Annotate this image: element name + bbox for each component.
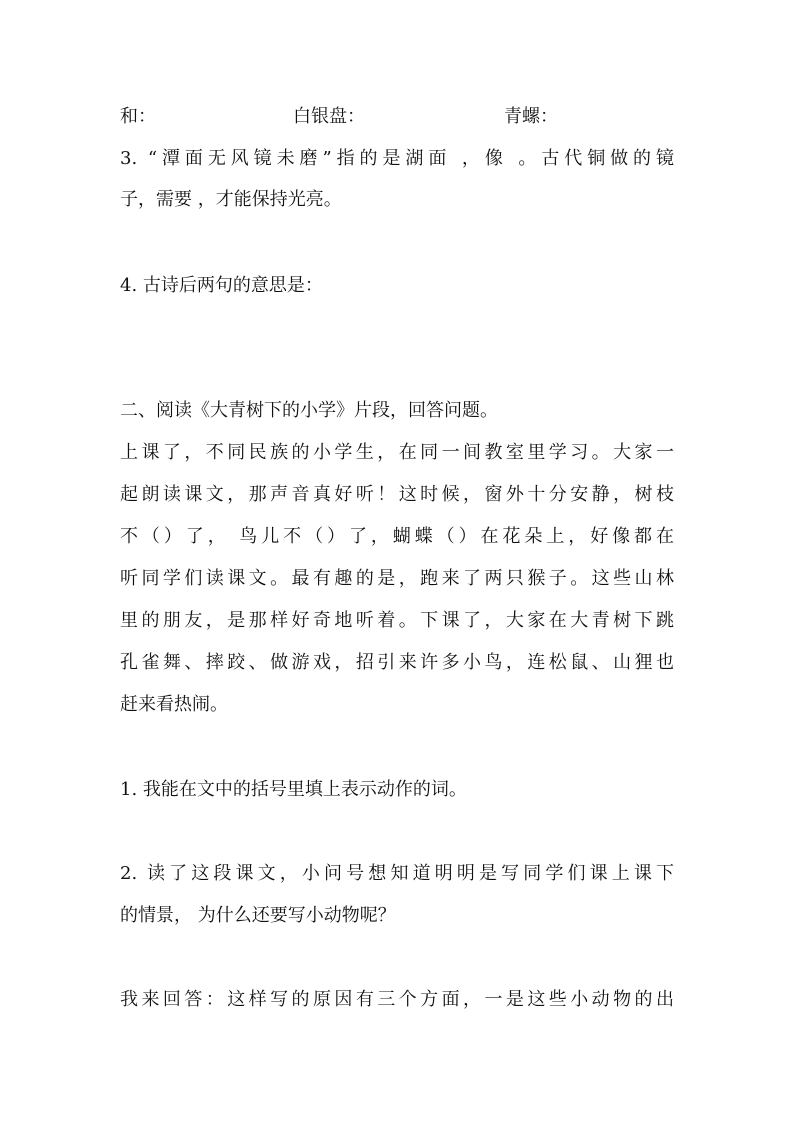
reading-question-2-line-1: 2. 读了这段课文，小问号想知道明明是写同学们课上课下 [120,863,674,884]
passage-line-3: 不（）了， 鸟儿不（）了，蝴蝶（）在花朵上，好像都在 [120,526,674,547]
passage-line-7: 赶来看热闹。 [120,694,228,715]
poem-term-line [120,101,674,133]
section-2-heading: 二、阅读《大青树下的小学》片段，回答问题。 [120,400,498,421]
passage-line-2: 起朗读课文，那声音真好听！这时候，窗外十分安静，树枝 [120,484,674,505]
term-he: 和： [120,106,156,127]
term-qingluo: 青螺： [504,106,558,127]
passage-line-5: 里的朋友，是那样好奇地听着。下课了，大家在大青树下跳 [120,610,674,631]
question-4: 4. 古诗后两句的意思是： [120,275,323,296]
term-baiyinpan: 白银盘： [293,106,365,127]
passage-line-6: 孔雀舞、摔跤、做游戏，招引来许多小鸟，连松鼠、山狸也 [120,652,674,673]
answer-line: 我来回答：这样写的原因有三个方面，一是这些小动物的出 [120,989,674,1010]
reading-question-2-line-2: 的情景， 为什么还要写小动物呢？ [120,905,396,926]
question-3-line-1: 3. “潭面无风镜未磨”指的是湖面 ，像 。古代铜做的镜 [120,148,674,169]
passage-line-4: 听同学们读课文。最有趣的是，跑来了两只猴子。这些山林 [120,568,674,589]
question-3-line-2: 子，需要 ，才能保持光亮。 [120,189,342,210]
passage-line-1: 上课了，不同民族的小学生，在同一间教室里学习。大家一 [120,442,674,463]
reading-question-1: 1. 我能在文中的括号里填上表示动作的词。 [120,779,467,800]
